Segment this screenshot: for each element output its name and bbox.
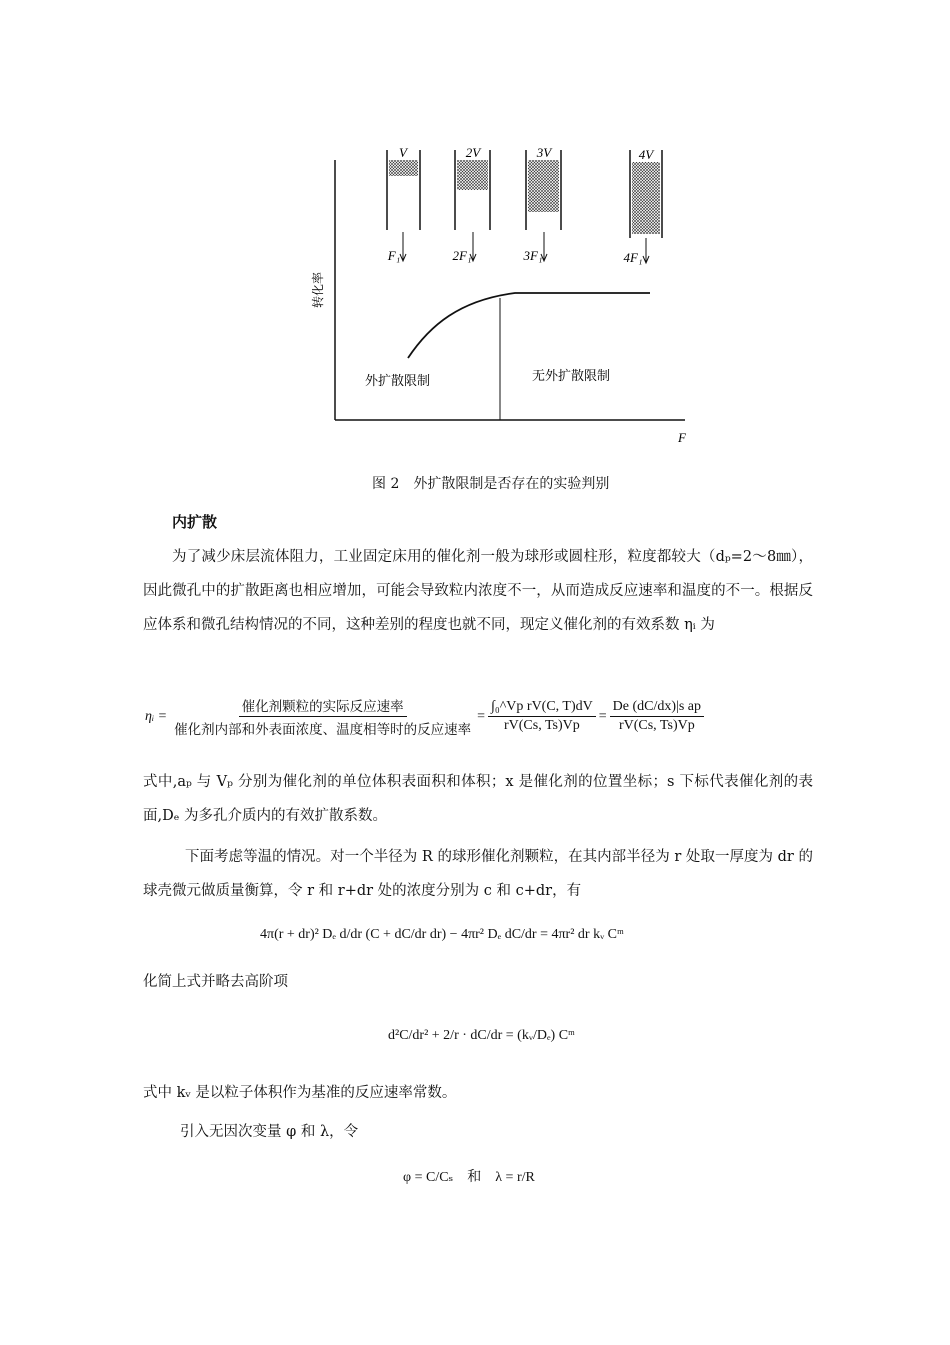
figure-caption: 图 2 外扩散限制是否存在的实验判别 xyxy=(372,476,610,492)
eq1-den2: rV(Cs, Ts)Vp xyxy=(504,718,580,733)
cyl3-top: 3V xyxy=(536,145,552,160)
cyl2-bottom: 2F₁ xyxy=(452,248,472,263)
line-kv: 式中 kᵥ 是以粒子体积作为基准的反应速率常数。 xyxy=(143,1085,457,1101)
cyl3-bottom: 3F₁ xyxy=(523,248,543,263)
line-intro: 引入无因次变量 φ 和 λ，令 xyxy=(180,1124,359,1140)
equation-differential: d²C/dr² + 2/r · dC/dr = (kᵥ/Dₑ) Cᵐ xyxy=(388,1028,575,1043)
cylinder-3 xyxy=(526,150,561,261)
region-left-label: 外扩散限制 xyxy=(365,374,431,389)
figure xyxy=(290,140,700,460)
eq1-num3: De (dC/dx)|s ap xyxy=(610,699,704,717)
y-axis-label: 转化率 xyxy=(311,271,325,309)
eq1-lhs: ηᵢ = xyxy=(145,708,168,724)
eq1-num2: ∫₀^Vp rV(C, T)dV xyxy=(488,699,596,717)
cyl1-bottom: F₁ xyxy=(387,248,401,263)
equation-dimensionless: φ = C/Cₛ 和 λ = r/R xyxy=(403,1170,535,1185)
paragraph-2: 式中,aₚ 与 Vₚ 分别为催化剂的单位体积表面积和体积；x 是催化剂的位置坐标；s 下标代表催化剂的表面,Dₑ 为多孔介质内的有效扩散系数。 xyxy=(143,774,813,824)
eq1-num1: 催化剂颗粒的实际反应速率 xyxy=(239,695,407,717)
conversion-curve xyxy=(408,293,650,358)
cylinder-2 xyxy=(452,150,490,263)
eq1-den1: 催化剂内部和外表面浓度、温度相等时的反应速率 xyxy=(174,722,472,738)
eq1-den3: rV(Cs, Ts)Vp xyxy=(618,718,695,733)
cylinder-4 xyxy=(630,150,662,263)
paragraph-1: 为了减少床层流体阻力，工业固定床用的催化剂一般为球形或圆柱形，粒度都较大（dₚ=2～8㎜），因此微孔中的扩散距离也相应增加，可能会导致粒内浓度不一，从而造成反应速率和温度的不一。根据反应体系和微孔结构情况的不同，这种差别的程度也就不同，现定义催化剂的有效系数 ηᵢ 为 xyxy=(143,549,813,633)
paragraph-3: 下面考虑等温的情况。对一个半径为 R 的球形催化剂颗粒，在其内部半径为 r 处取一厚度为 dr 的球壳微元做质量衡算，令 r 和 r+dr 处的浓度分别为 c 和 c+dr，有 xyxy=(143,849,813,899)
cyl1-top: V xyxy=(399,145,407,160)
cyl4-top: 4V xyxy=(638,147,654,162)
equation-effectiveness: ηᵢ = $\frac{\text{催化剂颗粒的实际反应速率}}{\text{催化剂内部和外表面浓度、温度相等时的反应速率}}$ = $\frac{\text{∫₀\textasciicircum{}Vp rV(C, T)dV}}{rV(Cs, Ts)Vp}$ = $\frac{\text{De (dC/dx)|s ap}}{rV(Cs, Ts)Vp}$ xyxy=(145,695,704,738)
cylinder-1 xyxy=(387,150,420,261)
cyl4-bottom: 4F₁ xyxy=(623,250,643,265)
section-title: 内扩散 xyxy=(172,513,218,531)
x-axis-label: F xyxy=(678,430,686,445)
line-simplify: 化简上式并略去高阶项 xyxy=(143,974,288,990)
cyl2-top: 2V xyxy=(465,145,481,160)
equation-mass-balance: 4π(r + dr)² Dₑ d/dr (C + dC/dr dr) − 4πr² Dₑ dC/dr = 4πr² dr kᵥ Cᵐ xyxy=(260,927,624,942)
region-right-label: 无外扩散限制 xyxy=(532,369,611,384)
